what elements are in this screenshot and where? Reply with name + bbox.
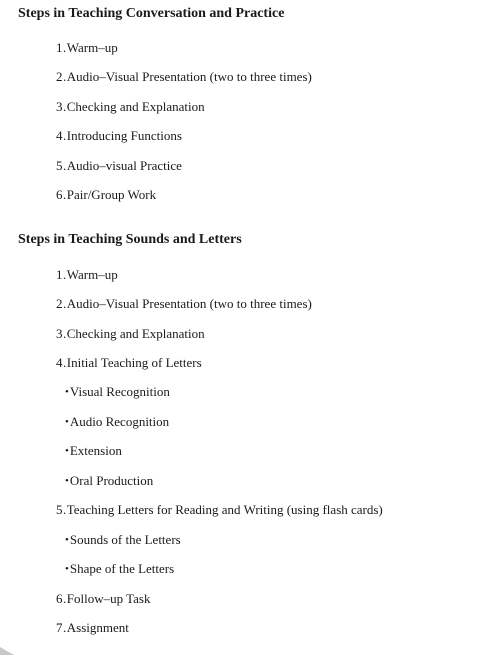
step-item — [56, 326, 205, 342]
sub-item-text: Oral Production — [69, 473, 154, 488]
step-text: Follow–up Task — [66, 591, 151, 606]
step-item — [56, 267, 118, 283]
step-number: 2. — [56, 296, 67, 311]
step-number: 2. — [56, 69, 67, 84]
step-text: Audio–Visual Presentation (two to three times) — [66, 296, 312, 311]
page-corner-icon — [0, 643, 14, 655]
step-text: Teaching Letters for Reading and Writing (using flash cards) — [66, 502, 383, 517]
sub-item — [65, 384, 170, 401]
bullet-icon: • — [65, 475, 69, 487]
sub-item-text: Sounds of the Letters — [69, 532, 181, 547]
step-text: Pair/Group Work — [66, 187, 157, 202]
step-item — [56, 128, 182, 144]
step-number: 5. — [56, 502, 67, 517]
step-number: 1. — [56, 40, 67, 55]
step-number: 1. — [56, 267, 67, 282]
step-text: Warm–up — [66, 40, 118, 55]
bullet-icon: • — [65, 386, 69, 398]
step-text: Checking and Explanation — [66, 326, 205, 341]
step-item — [56, 355, 202, 371]
bullet-icon: • — [65, 445, 69, 457]
step-text: Assignment — [66, 620, 129, 635]
sub-item-text: Extension — [69, 443, 122, 458]
step-item — [56, 69, 312, 85]
step-number: 6. — [56, 187, 67, 202]
step-number: 4. — [56, 355, 67, 370]
sub-item — [65, 561, 174, 578]
step-item — [56, 620, 129, 636]
step-item — [56, 296, 312, 312]
sub-item — [65, 443, 122, 460]
bullet-icon: • — [65, 563, 69, 575]
sub-item-text: Shape of the Letters — [69, 561, 175, 576]
sub-item-text: Visual Recognition — [69, 384, 170, 399]
step-item — [56, 591, 150, 607]
sub-item-text: Audio Recognition — [69, 414, 170, 429]
sub-item — [65, 532, 181, 549]
step-text: Initial Teaching of Letters — [66, 355, 202, 370]
section-heading-sounds-letters: Steps in Teaching Sounds and Letters — [18, 232, 242, 247]
step-text: Warm–up — [66, 267, 118, 282]
step-item — [56, 502, 383, 518]
section-heading-conversation: Steps in Teaching Conversation and Practice — [18, 6, 285, 21]
step-number: 7. — [56, 620, 67, 635]
sub-item — [65, 414, 169, 431]
step-number: 3. — [56, 99, 67, 114]
bullet-icon: • — [65, 534, 69, 546]
step-item — [56, 158, 182, 174]
step-number: 5. — [56, 158, 67, 173]
sub-item — [65, 473, 153, 490]
step-number: 4. — [56, 128, 67, 143]
step-text: Introducing Functions — [66, 128, 182, 143]
step-text: Checking and Explanation — [66, 99, 205, 114]
step-item — [56, 40, 118, 56]
bullet-icon: • — [65, 416, 69, 428]
step-item — [56, 187, 156, 203]
step-text: Audio–visual Practice — [66, 158, 182, 173]
step-number: 6. — [56, 591, 67, 606]
step-number: 3. — [56, 326, 67, 341]
step-item — [56, 99, 205, 115]
step-text: Audio–Visual Presentation (two to three times) — [66, 69, 312, 84]
